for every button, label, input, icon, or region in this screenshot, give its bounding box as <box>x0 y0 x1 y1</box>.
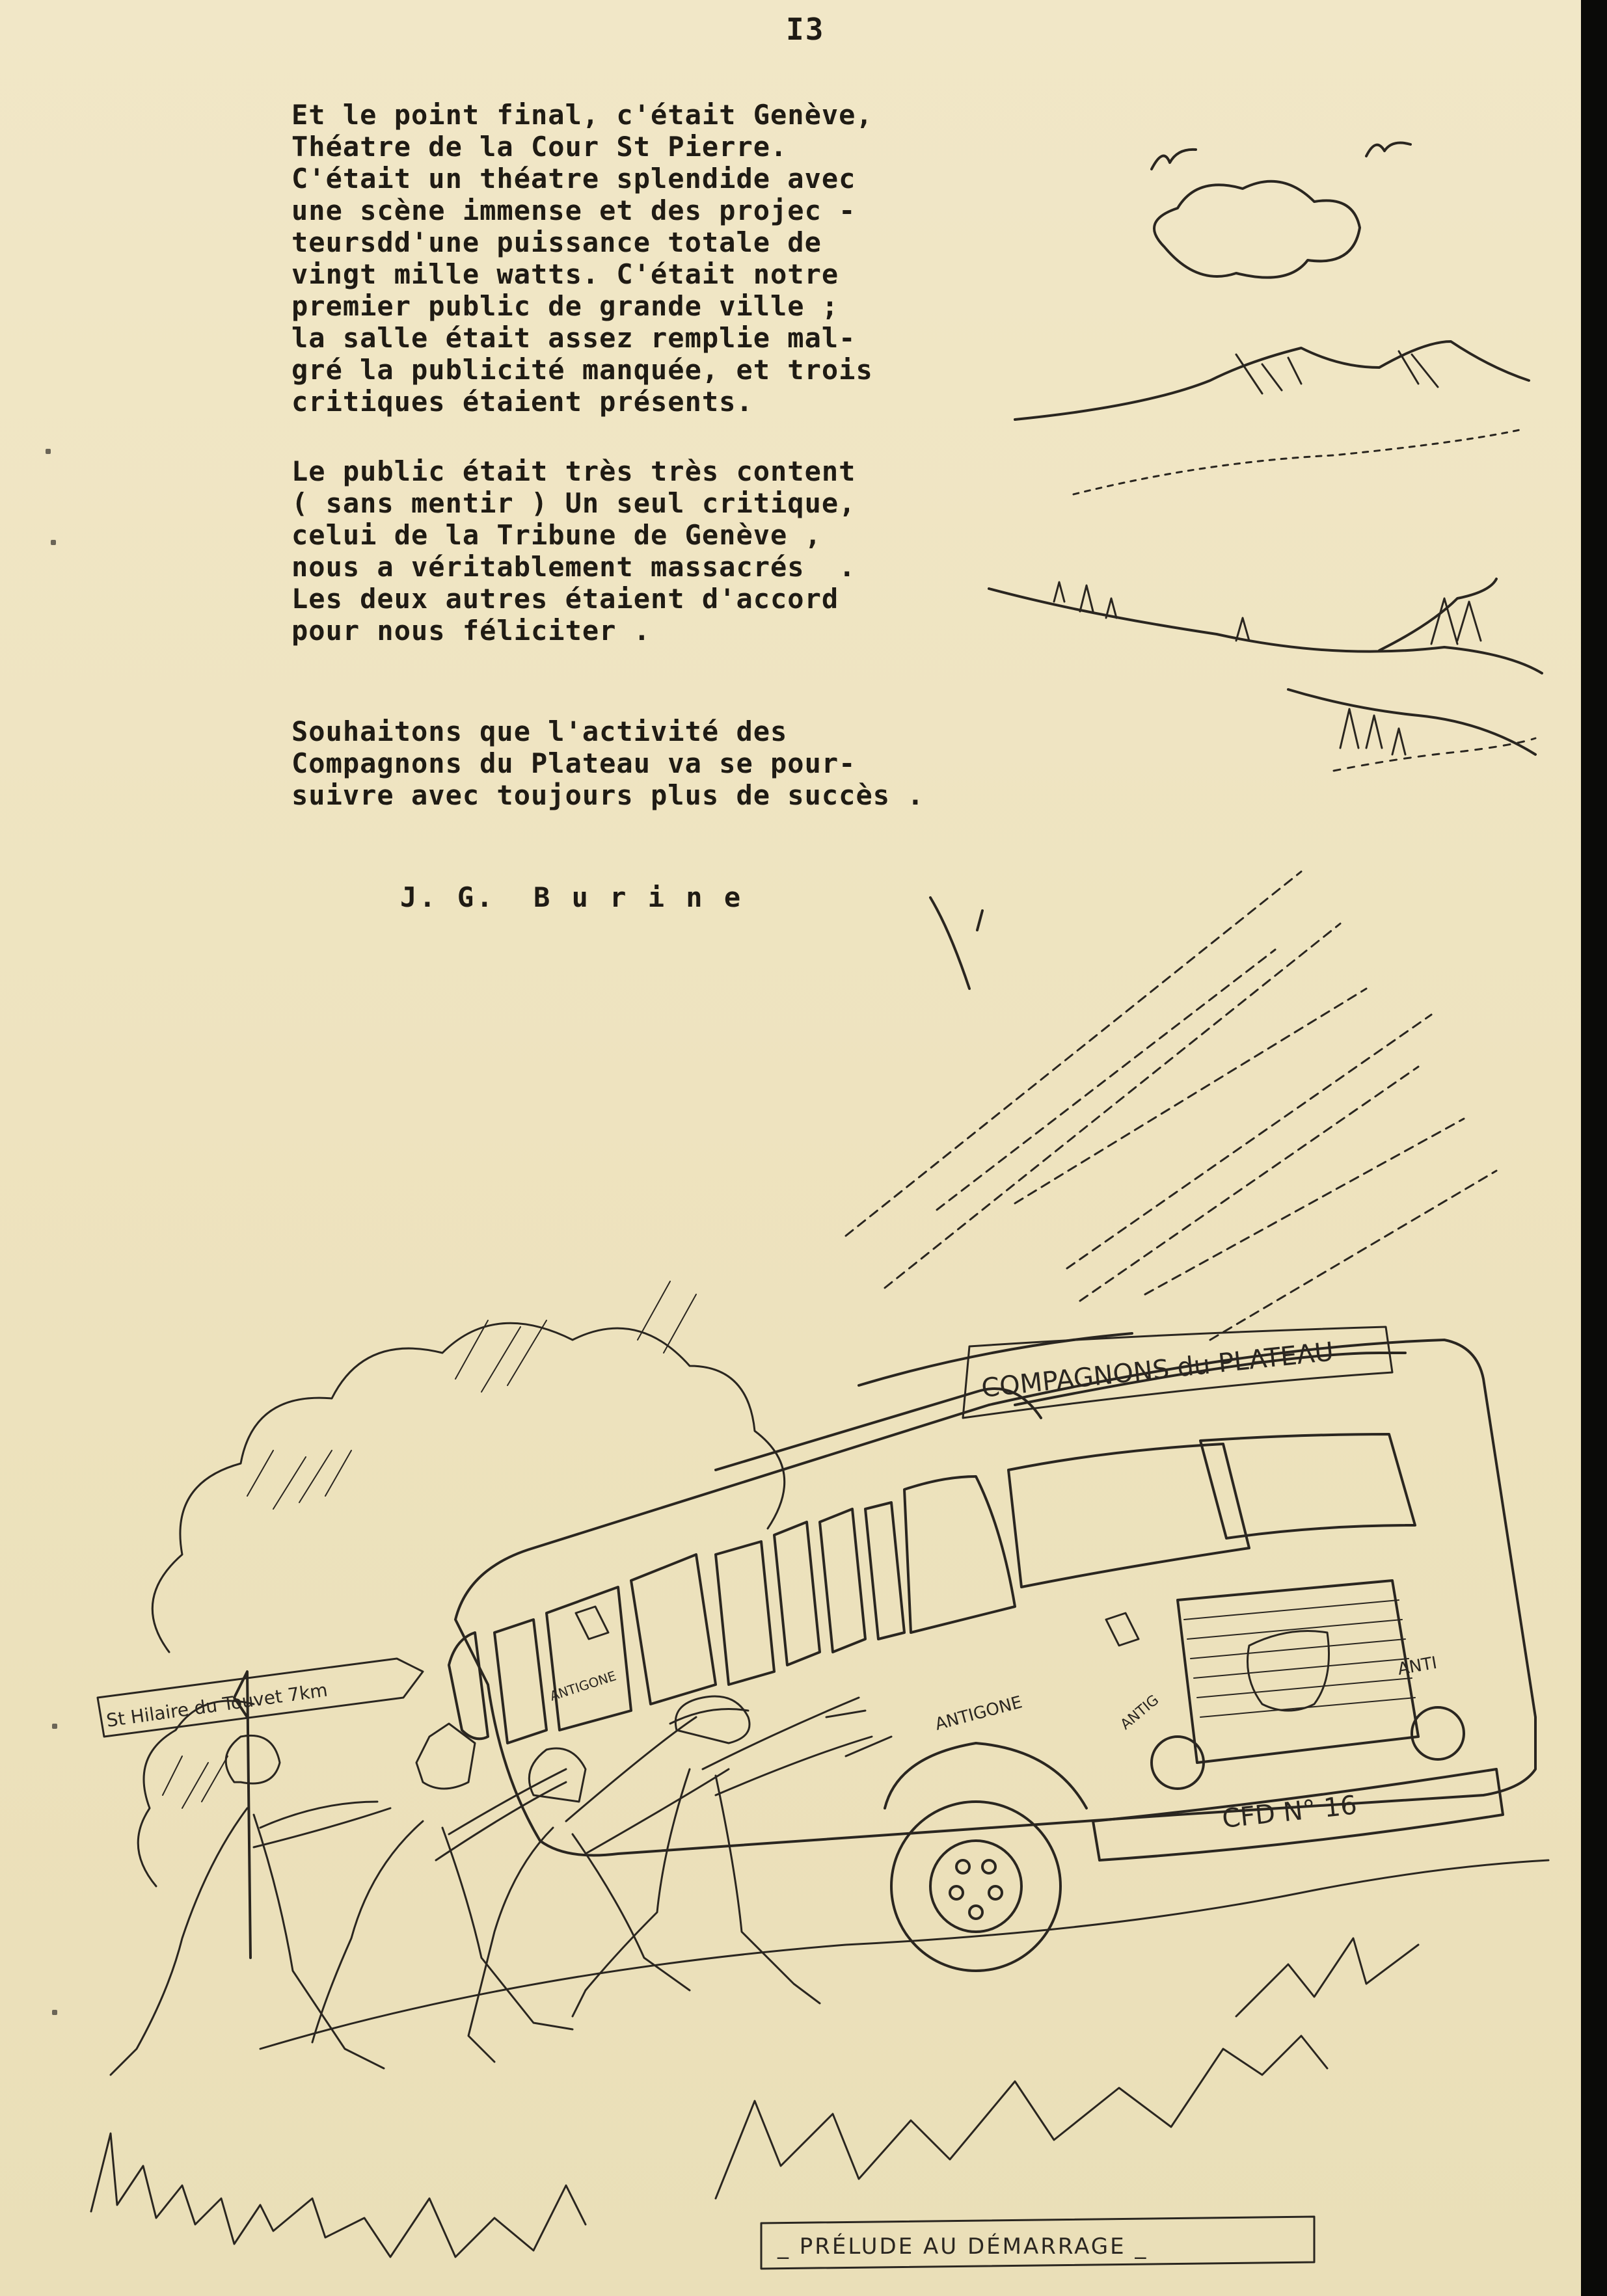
tree-icon <box>1340 709 1405 754</box>
hillside-icon <box>989 589 1542 673</box>
page-number: I3 <box>786 12 825 47</box>
bus-illustration <box>449 1327 1535 1971</box>
grass-icon <box>91 2036 1327 2257</box>
wheel-icon <box>891 1802 1060 1971</box>
headlight-icon <box>1412 1707 1464 1759</box>
bird-icon <box>1366 143 1411 156</box>
mountains-icon <box>1015 341 1529 420</box>
cloud-icon <box>1154 181 1360 278</box>
paragraph-souhaitons: Souhaitons que l'activité des Compagnons du Plateau va se pour- suivre avec toujours plus de succès . <box>291 715 925 811</box>
bus-side-label: ANTIGONE <box>548 1668 618 1704</box>
illustration-caption: _ PRÉLUDE AU DÉMARRAGE _ <box>777 2234 1148 2260</box>
tree-icon <box>1431 598 1481 644</box>
hatched-window-icon <box>576 1607 1139 1646</box>
author-signature: J. G. B u r i n e <box>400 881 744 913</box>
people-pushing-illustration <box>111 1696 891 2075</box>
paragraph-public: Le public était très très content ( sans mentir ) Un seul critique, celui de la Tribune de Genève , nous a véritablement massacrés . Les deux autres étaient d'accord pour nous féliciter . <box>291 455 856 647</box>
bus-grille <box>1178 1581 1418 1763</box>
bus-side-label: ANTIG <box>1117 1692 1163 1733</box>
road-sign-text: St Hilaire du Touvet 7km <box>105 1679 329 1731</box>
bus-side-label: ANTIGONE <box>933 1692 1025 1735</box>
paragraph-geneve: Et le point final, c'était Genève, Théatre de la Cour St Pierre. C'était un théatre splendide avec une scène immense et des projec - teursdd'une puissance totale de vingt mille watts. C'était notre premier public de grande ville ; la salle était assez remplie mal- gré la publicité manquée, et trois critiques étaient présents. <box>291 99 873 418</box>
bird-icon <box>1152 150 1196 169</box>
emblem-icon <box>1248 1631 1329 1711</box>
bus-plate-text: CFD N° 16 <box>1221 1790 1358 1834</box>
bus-banner-text: COMPAGNONS du PLATEAU <box>980 1337 1336 1404</box>
dust-cloud-icon <box>152 1323 784 1652</box>
bus-side-label: ANTI <box>1396 1653 1439 1679</box>
